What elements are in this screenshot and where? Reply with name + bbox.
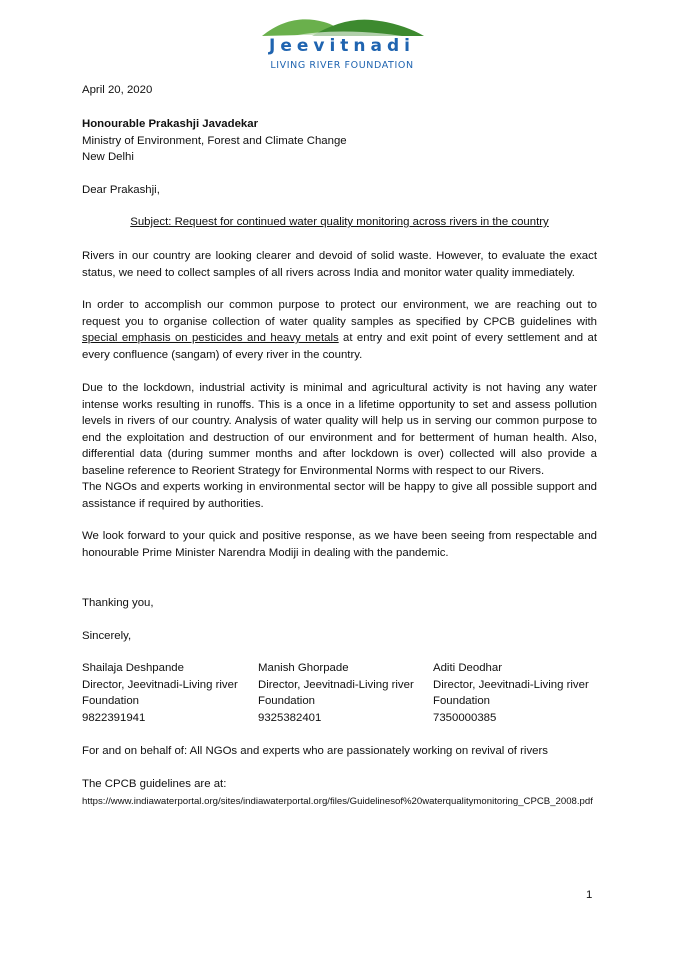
- thanks: Thanking you,: [82, 597, 154, 609]
- recipient-ministry: Ministry of Environment, Forest and Climate Change: [82, 134, 347, 147]
- recipient-city: New Delhi: [82, 151, 134, 164]
- signatory-3: [433, 660, 589, 726]
- paragraph-4: The NGOs and experts working in environmental sector will be happy to give all possible support and assistance if required by authorities.: [82, 481, 597, 510]
- closing: Sincerely,: [82, 630, 132, 642]
- recipient-name: Honourable Prakashji Javadekar: [82, 118, 259, 130]
- subject-text: Subject: Request for continued water quality monitoring across rivers in the country: [130, 216, 549, 228]
- letter-date: April 20, 2020: [82, 84, 153, 96]
- signatory-name: Aditi Deodhar: [433, 662, 503, 674]
- paragraph-2-after: at entry and exit point of every settlement and at every confluence (sangam) of every river in the country.: [82, 332, 598, 361]
- paragraph-2-emphasis: special emphasis on pesticides and heavy metals: [82, 332, 339, 345]
- signatory-phone: 9325382401: [258, 711, 322, 724]
- signatory-title-2: Foundation: [82, 695, 139, 708]
- logo-name: Jeevitnadi: [269, 36, 415, 56]
- signatory-title-2: Foundation: [258, 695, 315, 708]
- subject-line: [82, 214, 597, 231]
- logo-subtitle: LIVING RIVER FOUNDATION: [270, 60, 414, 71]
- signatory-name: Manish Ghorpade: [258, 662, 349, 674]
- on-behalf-line: For and on behalf of: All NGOs and experts who are passionately working on revival of rivers: [82, 745, 548, 757]
- guidelines-label: The CPCB guidelines are at:: [82, 778, 227, 790]
- signatory-1: [82, 660, 238, 726]
- paragraph-1: Rivers in our country are looking clearer and devoid of solid waste. However, to evaluate the exact status, we need to collect samples of all rivers across India and monitor water quality immediately.: [82, 250, 597, 279]
- paragraph-2-before: In order to accomplish our common purpose to protect our environment, we are reaching out to request you to organise collection of water quality samples as specified by CPCB guidelines with: [82, 299, 597, 328]
- salutation: Dear Prakashji,: [82, 184, 160, 196]
- signatory-name: Shailaja Deshpande: [82, 662, 184, 674]
- signatory-phone: 7350000385: [433, 711, 497, 724]
- jeevitnadi-logo: [252, 14, 432, 76]
- signatory-2: [258, 660, 414, 726]
- guidelines-link[interactable]: https://www.indiawaterportal.org/sites/indiawaterportal.org/files/Guidelinesof%20waterqualitymonitoring_CPCB_2008.pdf: [82, 796, 593, 807]
- page-number: 1: [586, 889, 593, 901]
- paragraph-3: Due to the lockdown, industrial activity is minimal and agricultural activity is not having any water intense works resulting in runoffs. This is a once in a lifetime opportunity to set and assess pollution levels in rivers of our country. Analysis of water quality will help us in serving our common purpose to end the exploitation and destruction of our environment and for betterment of human health. Also, differential data (during summer months and after lockdown is over) collected will also provide a baseline reference to Reorient Strategy for Environmental Norms with respect to our Rivers.: [82, 382, 597, 477]
- mountain-logo-icon: [252, 14, 432, 38]
- signatory-phone: 9822391941: [82, 711, 146, 724]
- signatory-title: Director, Jeevitnadi-Living river: [258, 678, 414, 691]
- signatory-title: Director, Jeevitnadi-Living river: [82, 678, 238, 691]
- paragraph-5: We look forward to your quick and positive response, as we have been seeing from respectable and honourable Prime Minister Narendra Modiji in dealing with the pandemic.: [82, 530, 597, 559]
- paragraph-2: [82, 297, 597, 363]
- signatory-title: Director, Jeevitnadi-Living river: [433, 678, 589, 691]
- signatory-title-2: Foundation: [433, 695, 490, 708]
